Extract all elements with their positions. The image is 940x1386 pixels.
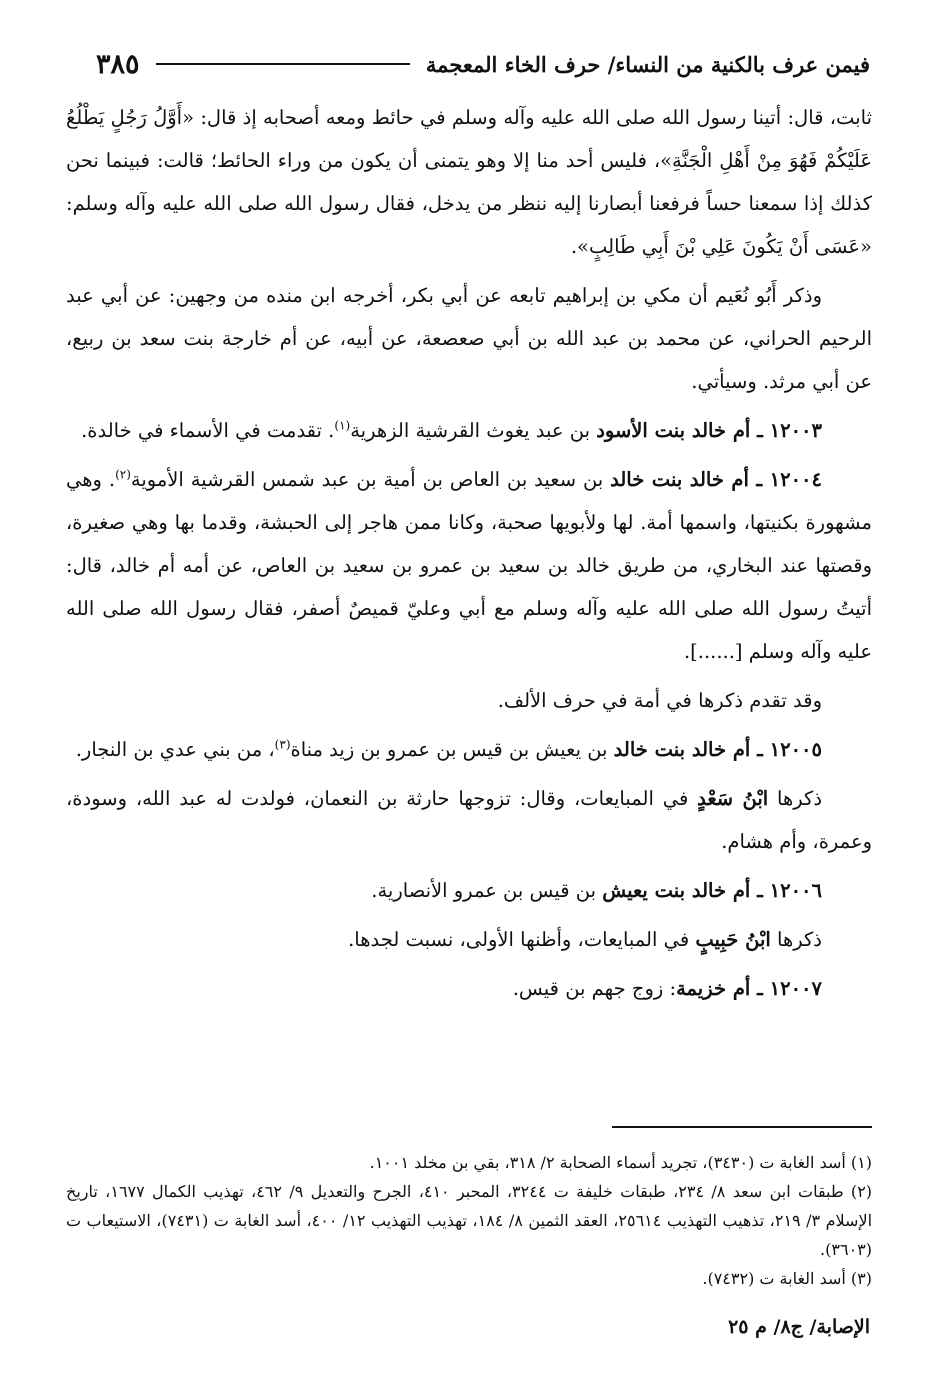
entry-12004 [66, 458, 872, 673]
entry-12003 [66, 409, 872, 452]
entry-lineage: بن يعيش بن قيس بن عمرو بن زيد مناة [290, 738, 614, 761]
footnote-2: (٢) طبقات ابن سعد ٨/ ٢٣٤، طبقات خليفة ت ٣٢٤٤، المحبر ٤١٠، الجرح والتعديل ٩/ ٤٦٢، تهذيب الكمال ١٦٧٧، تاريخ الإسلام ٣/ ٢١٩، تذهيب التهذيب ٢٥٦١٤، العقد الثمين ٨/ ١٨٤، تهذيب التهذيب ١٢/ ٤٠٠، أسد الغابة ت (٧٤٣١)، الاستيعاب ت (٣٦٠٣). [66, 1182, 873, 1259]
entry-lineage: بن قيس بن عمرو الأنصارية. [371, 879, 603, 902]
source-name: ابْنُ حَبِيبٍ [695, 928, 771, 951]
paragraph-abu-nuaym: وذكر أَبُو نُعَيم أن مكي بن إبراهيم تابعه عن أبي بكر، أخرجه ابن منده من وجهين: عن أبي عبد الرحيم الحراني، عن محمد بن عبد الله بن أبي صعصعة، عن أبيه، عن أم خارجة بنت سعد بن ربيع، عن أبي مرثد. وسيأتي. [66, 284, 872, 393]
text: في المبايعات، وقال: تزوجها حارثة بن النعمان، فولدت له عبد الله، وسودة، وعمرة، وأم هشام. [66, 787, 872, 853]
source-name: ابْنُ سَعْدٍ [697, 787, 769, 810]
paragraph-hadith: ثابت، قال: أتينا رسول الله صلى الله عليه وآله وسلم في حائط ومعه أصحابه إذ قال: «أَوَّلُ رَجُلٍ يَطْلُعُ عَلَيْكُمْ فَهُوَ مِنْ أَهْلِ الْجَنَّةِ»، فليس أحد منا إلا وهو يتمنى أن يكون من وراء الحائط؛ قالت: فبينما نحن كذلك إذا سمعنا حساً فرفعنا أبصارنا إليه ننظر من يدخل، فقال رسول الله صلى الله عليه وآله وسلم: «عَسَى أَنْ يَكُونَ عَلِي بْنَ أَبِي طَالِبٍ». [66, 106, 872, 258]
entry-12005 [66, 728, 872, 771]
entry-heading: ١٢٠٠٧ ـ أم خزيمة [676, 977, 822, 1000]
entry-12007 [66, 967, 872, 1010]
entry-text: . وهي مشهورة بكنيتها، واسمها أمة. لها ولأبويها صحبة، وكانا ممن هاجر إلى الحبشة، وقدما بها وهي صغيرة، وقصتها عند البخاري، من طريق خالد بن سعيد بن عمرو بن سعيد بن العاص، عن أمه أم خالد، قال: أتيتُ رسول الله صلى الله عليه وآله وسلم مع أبي وعليّ قميصٌ أصفر، فقال رسول الله صلى الله عليه وآله وسلم [......]. [66, 468, 872, 663]
main-text [66, 96, 872, 1016]
signature-mark: الإصابة/ ج٨/ م ٢٥ [728, 1316, 870, 1338]
header-rule [156, 63, 410, 65]
entry-heading: ١٢٠٠٥ ـ أم خالد بنت خالد [613, 738, 822, 761]
footnote-3: (٣) أسد الغابة ت (٧٤٣٢). [702, 1269, 872, 1288]
footnote-ref[interactable]: (٢) [115, 467, 131, 482]
footnotes [66, 1148, 872, 1293]
entry-heading: ١٢٠٠٣ ـ أم خالد بنت الأسود [596, 419, 822, 442]
entry-heading: ١٢٠٠٤ ـ أم خالد بنت خالد [610, 468, 822, 491]
text: في المبايعات، وأظنها الأولى، نسبت لجدها. [348, 928, 696, 951]
footnote-ref[interactable]: (٣) [274, 737, 291, 752]
paragraph-alif: وقد تقدم ذكرها في أمة في حرف الألف. [497, 689, 822, 712]
page-header [96, 44, 870, 84]
text: ذكرها [770, 928, 822, 951]
running-title: فيمن عرف بالكنية من النساء/ حرف الخاء المعجمة [425, 51, 870, 77]
footnote-separator [612, 1126, 872, 1128]
entry-heading: ١٢٠٠٦ ـ أم خالد بنت يعيش [602, 879, 822, 902]
entry-lineage: : زوج جهم بن قيس. [512, 977, 677, 1000]
entry-lineage: بن عبد يغوث القرشية الزهرية [350, 419, 597, 442]
footnote-1: (١) أسد الغابة ت (٣٤٣٠)، تجريد أسماء الصحابة ٢/ ٣١٨، بقي بن مخلد ١٠٠١. [369, 1153, 872, 1172]
entry-12006 [66, 869, 872, 912]
entry-text: . تقدمت في الأسماء في خالدة. [81, 419, 335, 442]
paragraph-ibn-saad [66, 777, 872, 863]
entry-lineage: بن سعيد بن العاص بن أمية بن عبد شمس القرشية الأموية [130, 468, 611, 491]
footnote-ref[interactable]: (١) [334, 418, 351, 433]
page-number: ٣٨٥ [96, 48, 140, 80]
text: ذكرها [768, 787, 822, 810]
entry-text: ، من بني عدي بن النجار. [75, 738, 275, 761]
paragraph-ibn-habib [66, 918, 872, 961]
